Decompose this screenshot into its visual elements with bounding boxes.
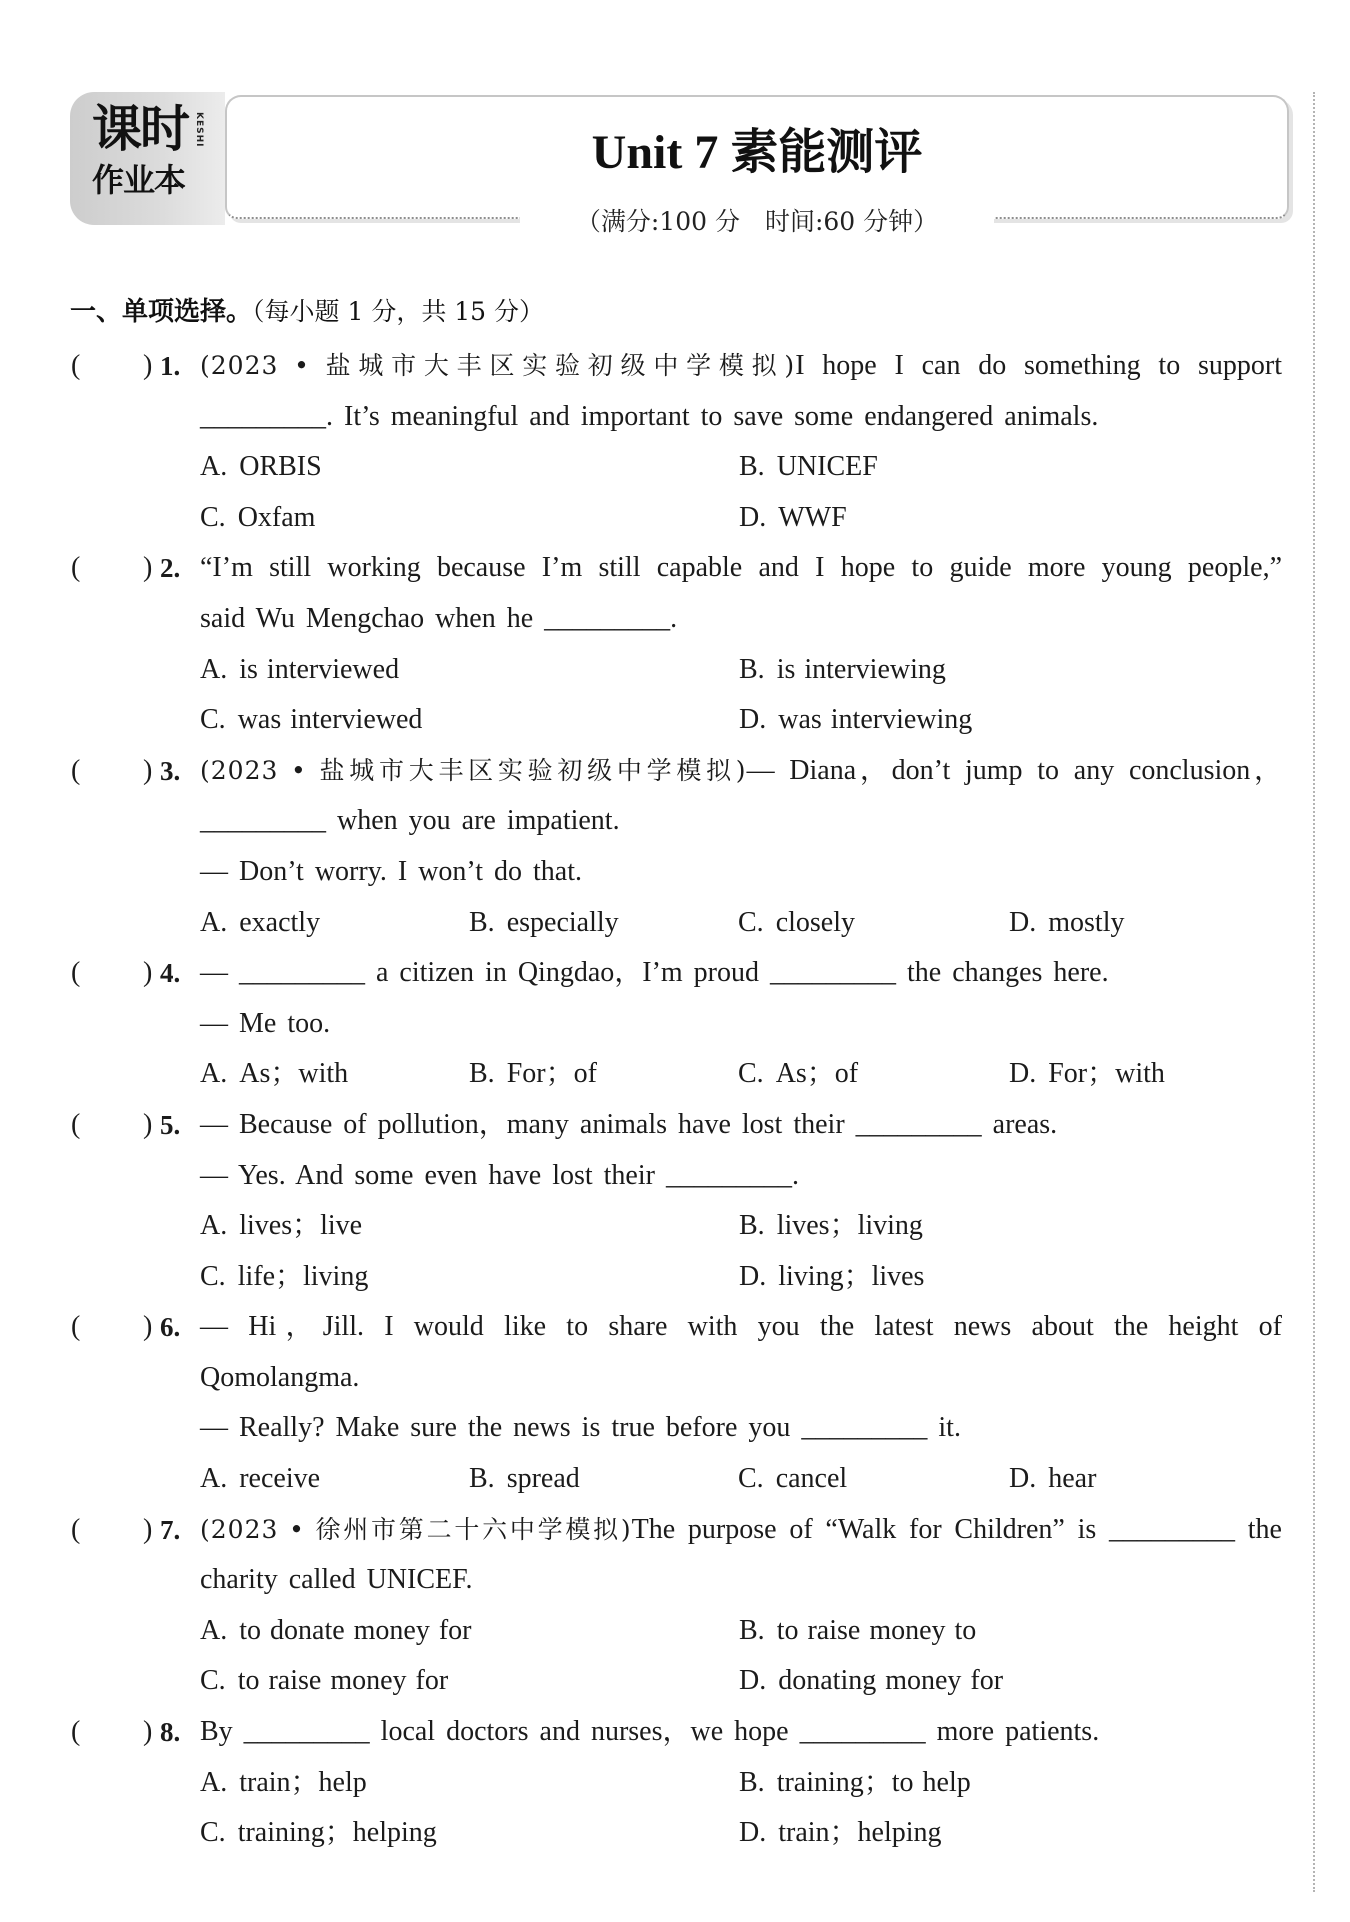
question-line: — Don’t worry. I won’t do that. <box>200 855 582 887</box>
option-label: D. <box>1009 1058 1037 1090</box>
title-banner <box>225 95 1289 219</box>
options-row <box>200 1454 1282 1505</box>
option-text: to raise money for <box>237 1665 449 1697</box>
question-body <box>200 1707 1282 1859</box>
option-label: A. <box>200 451 228 483</box>
option-label: B. <box>739 1614 765 1646</box>
answer-bracket-close: ) <box>143 1716 153 1748</box>
question-number: 5. <box>160 1109 181 1140</box>
option-b <box>739 1606 976 1657</box>
section-score-note: （每小题 1 分，共 15 分） <box>252 297 545 326</box>
question-line <box>200 746 1282 797</box>
option-label: A. <box>200 1614 228 1646</box>
option-d <box>1009 1454 1096 1505</box>
question-number: 3. <box>160 755 181 786</box>
logo-sub-text: 作业本 <box>92 161 186 199</box>
question-1 <box>0 341 1350 543</box>
question-7 <box>0 1505 1350 1707</box>
question-number: 1. <box>160 351 181 381</box>
option-text: As；with <box>239 1058 349 1090</box>
answer-bracket <box>0 948 200 999</box>
question-line: — Really? Make sure the news is true before you _________ it. <box>200 1412 961 1444</box>
page-title: Unit 7 素能测评 <box>591 126 923 179</box>
logo-pinyin-text: KESHI <box>194 112 204 148</box>
options-row <box>200 1656 1282 1707</box>
option-a <box>200 1049 348 1100</box>
option-label: D. <box>739 704 767 736</box>
options-row <box>200 1606 1282 1657</box>
options-row <box>200 442 1282 493</box>
option-c <box>200 695 422 746</box>
option-label: D. <box>1009 1463 1037 1495</box>
option-label: C. <box>200 704 226 736</box>
option-label: B. <box>469 906 495 938</box>
option-b <box>739 1201 923 1252</box>
keshi-logo <box>70 92 225 225</box>
answer-bracket-open: ( <box>71 350 81 381</box>
question-line: By _________ local doctors and nurses，we hope _________ more patients. <box>200 1716 1100 1748</box>
option-text: is interviewed <box>239 653 400 685</box>
question-number: 7. <box>160 1514 181 1545</box>
option-c <box>738 1049 858 1100</box>
option-label: C. <box>738 1463 764 1495</box>
answer-bracket-close: ) <box>143 1108 153 1140</box>
question-4 <box>0 948 1350 1100</box>
option-text: especially <box>506 906 619 938</box>
question-line: said Wu Mengchao when he _________. <box>200 602 678 634</box>
option-text: to raise money to <box>776 1614 977 1646</box>
option-text: is interviewing <box>776 653 946 685</box>
option-label: D. <box>739 501 767 533</box>
question-number: 4. <box>160 958 181 989</box>
option-text: For；with <box>1048 1058 1165 1090</box>
option-text: receive <box>239 1463 321 1495</box>
options-row <box>200 493 1282 544</box>
answer-bracket <box>0 1302 200 1353</box>
question-body <box>200 1505 1282 1707</box>
option-label: C. <box>200 1817 226 1849</box>
option-text: life；living <box>237 1260 369 1292</box>
option-label: A. <box>200 1058 228 1090</box>
question-number: 6. <box>160 1312 181 1343</box>
option-c <box>200 493 315 544</box>
question-line: _________. It’s meaningful and important to save some endangered animals. <box>200 400 1099 432</box>
question-line: — Because of pollution，many animals have lost their _________ areas. <box>200 1108 1058 1140</box>
question-source: (2023 • 盐城市大丰区实验初级中学模拟) <box>200 755 747 785</box>
answer-bracket <box>0 543 200 594</box>
option-d <box>1009 898 1124 949</box>
option-text: hear <box>1048 1463 1097 1495</box>
section-title: 一、单项选择。 <box>70 297 253 327</box>
question-text: — Diana，don’t jump to any conclusion， <box>746 754 1282 786</box>
option-a <box>200 442 322 493</box>
option-text: living；lives <box>778 1260 925 1292</box>
question-3 <box>0 746 1350 948</box>
option-label: B. <box>739 451 765 483</box>
question-text: I hope I can do something to support <box>795 350 1282 381</box>
options-row <box>200 695 1282 746</box>
option-label: C. <box>738 1058 764 1090</box>
option-c <box>200 1808 437 1859</box>
question-text: The purpose of “Walk for Children” is _________ the <box>631 1513 1282 1545</box>
option-text: training；helping <box>237 1817 437 1849</box>
question-line: — Yes. And some even have lost their _________. <box>200 1159 799 1191</box>
score-time-info: （满分:100 分 时间:60 分钟） <box>520 204 994 240</box>
options-row <box>200 1808 1282 1859</box>
option-text: cancel <box>775 1463 848 1495</box>
option-b <box>469 898 619 949</box>
option-a <box>200 898 320 949</box>
option-text: train；helping <box>778 1817 942 1849</box>
option-b <box>739 1758 971 1809</box>
option-label: D. <box>739 1665 767 1697</box>
options-row <box>200 1252 1282 1303</box>
option-label: C. <box>200 1665 226 1697</box>
question-body <box>200 746 1282 948</box>
options-row <box>200 645 1282 696</box>
option-a <box>200 1758 367 1809</box>
answer-bracket <box>0 341 200 392</box>
question-body <box>200 1100 1282 1302</box>
option-c <box>738 898 855 949</box>
option-text: As；of <box>775 1058 859 1090</box>
options-row <box>200 1049 1282 1100</box>
question-line: — Hi，Jill. I would like to share with you the latest news about the height of <box>200 1311 1282 1343</box>
answer-bracket-close: ) <box>143 1311 153 1343</box>
option-text: closely <box>775 906 855 938</box>
answer-bracket-open: ( <box>71 957 81 989</box>
option-label: B. <box>739 1766 765 1798</box>
option-text: For；of <box>506 1058 597 1090</box>
option-text: spread <box>506 1463 580 1495</box>
option-label: A. <box>200 1766 228 1798</box>
option-label: C. <box>738 906 764 938</box>
question-line: Qomolangma. <box>200 1361 360 1393</box>
option-d <box>1009 1049 1165 1100</box>
question-6 <box>0 1302 1350 1504</box>
option-d <box>739 695 972 746</box>
answer-bracket-open: ( <box>71 1311 81 1343</box>
answer-bracket-open: ( <box>71 1513 81 1545</box>
question-line <box>200 1505 1282 1556</box>
option-d <box>739 1252 924 1303</box>
answer-bracket-open: ( <box>71 754 81 786</box>
option-d <box>739 1656 1003 1707</box>
option-label: A. <box>200 906 228 938</box>
option-d <box>739 493 847 544</box>
answer-bracket-close: ) <box>143 957 153 989</box>
option-label: B. <box>739 1210 765 1242</box>
question-line: — _________ a citizen in Qingdao，I’m proud _________ the changes here. <box>200 957 1109 989</box>
option-text: lives；live <box>239 1210 363 1242</box>
answer-bracket-close: ) <box>143 754 153 786</box>
answer-bracket <box>0 1100 200 1151</box>
answer-bracket <box>0 1707 200 1758</box>
score-time-info-wrap <box>225 204 1289 244</box>
option-label: D. <box>739 1817 767 1849</box>
question-5 <box>0 1100 1350 1302</box>
options-row <box>200 898 1282 949</box>
question-body <box>200 543 1282 745</box>
question-2 <box>0 543 1350 745</box>
question-number: 8. <box>160 1717 181 1748</box>
logo-main-text: 课时 <box>92 100 188 158</box>
option-text: UNICEF <box>776 451 878 483</box>
option-text: was interviewed <box>237 704 423 736</box>
question-source: (2023 • 盐城市大丰区实验初级中学模拟) <box>200 351 796 380</box>
option-text: lives；living <box>776 1210 923 1242</box>
options-row <box>200 1758 1282 1809</box>
answer-bracket-close: ) <box>143 552 153 584</box>
option-a <box>200 1454 320 1505</box>
option-label: B. <box>739 653 765 685</box>
option-label: C. <box>200 1260 226 1292</box>
answer-bracket-open: ( <box>71 1108 81 1140</box>
question-line <box>200 341 1282 392</box>
option-text: donating money for <box>778 1665 1004 1697</box>
option-text: mostly <box>1048 906 1125 938</box>
option-d <box>739 1808 942 1859</box>
question-line: _________ when you are impatient. <box>200 805 620 837</box>
question-body <box>200 948 1282 1100</box>
answer-bracket-open: ( <box>71 552 81 584</box>
option-label: A. <box>200 1210 228 1242</box>
question-line: “I’m still working because I’m still capable and I hope to guide more young people,” <box>200 552 1282 584</box>
option-a <box>200 1606 472 1657</box>
question-source: (2023 • 徐州市第二十六中学模拟) <box>200 1514 632 1544</box>
option-label: D. <box>1009 906 1037 938</box>
question-line: — Me too. <box>200 1007 331 1039</box>
option-label: B. <box>469 1058 495 1090</box>
question-body <box>200 341 1282 543</box>
option-b <box>469 1049 597 1100</box>
question-8 <box>0 1707 1350 1859</box>
question-list <box>0 341 1350 1859</box>
option-c <box>200 1656 448 1707</box>
option-b <box>739 442 878 493</box>
option-label: A. <box>200 1463 228 1495</box>
option-a <box>200 645 399 696</box>
answer-bracket <box>0 746 200 797</box>
option-b <box>739 645 946 696</box>
option-text: training；to help <box>776 1766 971 1798</box>
option-label: C. <box>200 501 226 533</box>
option-c <box>200 1252 368 1303</box>
answer-bracket-open: ( <box>71 1716 81 1748</box>
section-heading <box>70 287 544 337</box>
option-text: was interviewing <box>778 704 973 736</box>
option-text: exactly <box>239 906 321 938</box>
question-body <box>200 1302 1282 1504</box>
options-row <box>200 1201 1282 1252</box>
option-a <box>200 1201 362 1252</box>
option-text: ORBIS <box>239 451 322 483</box>
option-label: D. <box>739 1260 767 1292</box>
option-b <box>469 1454 580 1505</box>
option-text: WWF <box>778 501 847 533</box>
option-label: A. <box>200 653 228 685</box>
option-c <box>738 1454 847 1505</box>
option-label: B. <box>469 1463 495 1495</box>
answer-bracket <box>0 1505 200 1556</box>
option-text: Oxfam <box>237 501 316 533</box>
question-number: 2. <box>160 553 181 584</box>
option-text: to donate money for <box>239 1614 472 1646</box>
question-line: charity called UNICEF. <box>200 1564 473 1596</box>
option-text: train；help <box>239 1766 367 1798</box>
answer-bracket-close: ) <box>143 1513 153 1545</box>
answer-bracket-close: ) <box>143 350 153 381</box>
